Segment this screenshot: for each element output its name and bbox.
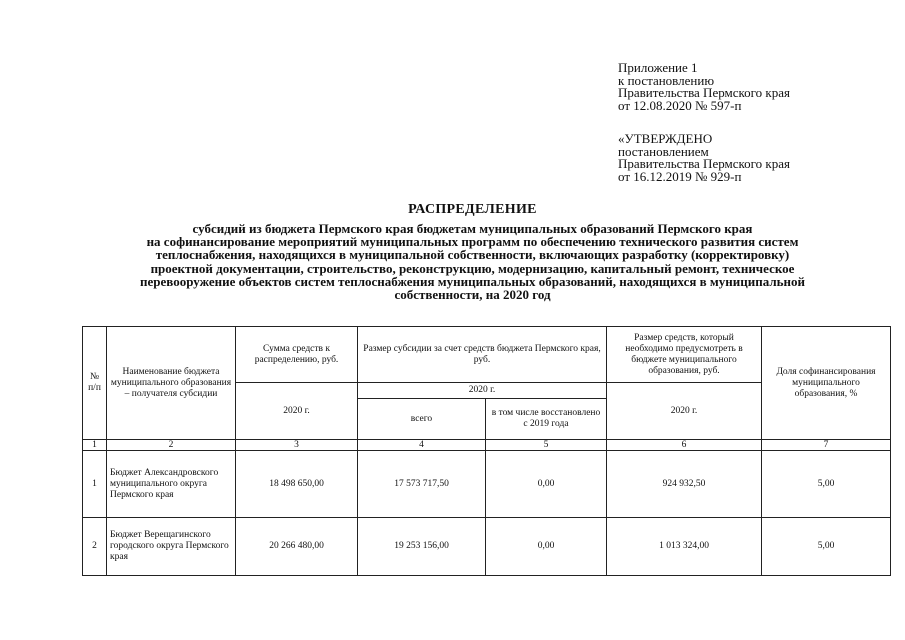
annex-line: Правительства Пермского края (618, 85, 790, 100)
column-number: 6 (607, 440, 762, 451)
row-total: 17 573 717,50 (358, 451, 486, 518)
subtitle-line: теплоснабжения, находящихся в муниципальной собственности, включающих разработку (корректировку) (155, 247, 790, 263)
subtitle-line: проектной документации, строительство, реконструкцию, модернизацию, капитальный ремонт, техническое (150, 260, 795, 276)
header-row (83, 327, 891, 383)
header-total: всего (358, 399, 486, 440)
column-number: 1 (83, 440, 107, 451)
header-restored: в том числе восстановлено с 2019 года (486, 399, 607, 440)
subtitle-line: перевооружение объектов систем теплоснабжения муниципальных образований, находящихся в муниципальной (140, 273, 805, 289)
approved-line: от 16.12.2019 № 929-п (618, 168, 742, 184)
row-sum: 20 266 480,00 (236, 518, 358, 576)
approved-line: «УТВЕРЖДЕНО (618, 131, 713, 146)
annex-line: от 12.08.2020 № 597-п (618, 97, 742, 113)
header-year-subsidy: 2020 г. (358, 383, 607, 399)
row-name: Бюджет Верещагинского городского округа Пермского края (107, 518, 236, 576)
row-total: 19 253 156,00 (358, 518, 486, 576)
header-name: Наименование бюджета муниципального образования – получателя субсидии (107, 327, 236, 440)
column-number: 4 (358, 440, 486, 451)
header-num: № п/п (83, 327, 107, 440)
subtitle-line: собственности, на 2020 год (394, 287, 551, 303)
table-row (83, 451, 891, 518)
approved-block (618, 133, 790, 183)
row-municipal: 1 013 324,00 (607, 518, 762, 576)
annex-line: Приложение 1 (618, 60, 698, 75)
row-restored: 0,00 (486, 451, 607, 518)
subtitle-line: на софинансирование мероприятий муниципальных программ по обеспечению технического развития систем (146, 234, 799, 250)
header-year-sum: 2020 г. (236, 383, 358, 440)
table-row (83, 518, 891, 576)
header-sum: Сумма средств к распределению, руб. (236, 327, 358, 383)
row-share: 5,00 (762, 451, 891, 518)
document-subtitle (75, 222, 870, 301)
annex-block (618, 62, 790, 112)
row-name: Бюджет Александровского муниципального округа Пермского края (107, 451, 236, 518)
column-number: 7 (762, 440, 891, 451)
column-number-row (83, 440, 891, 451)
column-number: 2 (107, 440, 236, 451)
subtitle-line: субсидий из бюджета Пермского края бюджетам муниципальных образований Пермского края (192, 221, 753, 236)
row-municipal: 924 932,50 (607, 451, 762, 518)
row-sum: 18 498 650,00 (236, 451, 358, 518)
row-num: 2 (83, 518, 107, 576)
document-title: РАСПРЕДЕЛЕНИЕ (408, 202, 537, 217)
header-year-municipal: 2020 г. (607, 383, 762, 440)
header-subsidy: Размер субсидии за счет средств бюджета Пермского края, руб. (358, 327, 607, 383)
column-number: 5 (486, 440, 607, 451)
column-number: 3 (236, 440, 358, 451)
row-share: 5,00 (762, 518, 891, 576)
row-num: 1 (83, 451, 107, 518)
approved-line: Правительства Пермского края (618, 156, 790, 171)
distribution-table (82, 326, 891, 576)
annex-line: к постановлению (618, 72, 715, 88)
approved-line: постановлением (618, 143, 709, 159)
header-share: Доля софинансирования муниципального образования, % (762, 327, 891, 440)
header-municipal: Размер средств, который необходимо предусмотреть в бюджете муниципального образования, руб. (607, 327, 762, 383)
row-restored: 0,00 (486, 518, 607, 576)
